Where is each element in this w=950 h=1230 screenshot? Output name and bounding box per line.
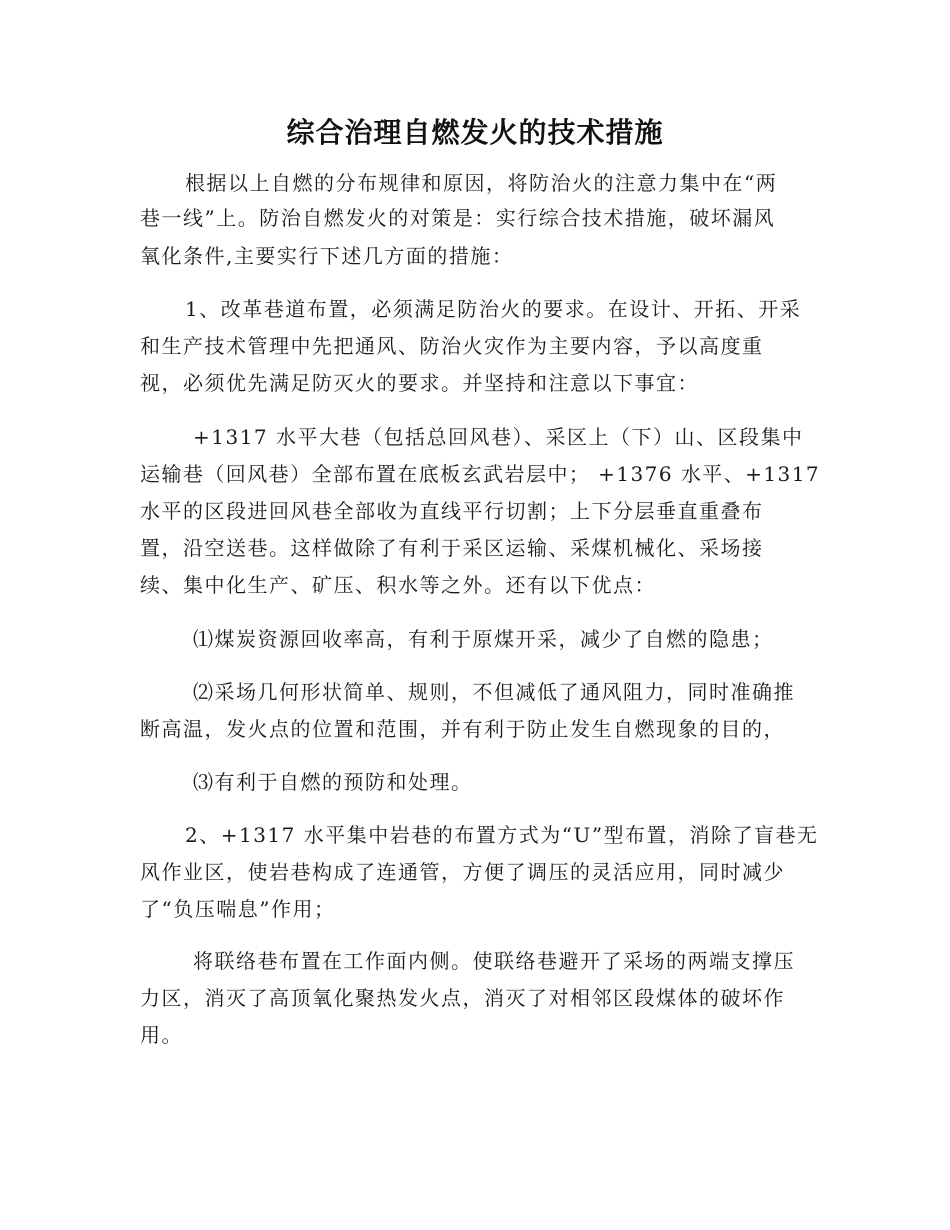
paragraph-8-line-2: 力区，消灭了高顶氧化聚热发火点，消灭了对相邻区段煤体的破坏作 [140, 986, 785, 1010]
paragraph-5-line-2: 断高温，发火点的位置和范围，并有利于防止发生自燃现象的目的， [140, 717, 785, 741]
paragraph-3-line-4: 置，沿空送巷。这样做除了有利于采区运输、采煤机械化、采场接 [140, 536, 764, 560]
paragraph-3-line-5: 续、集中化生产、矿压、积水等之外。还有以下优点： [140, 573, 656, 597]
paragraph-1-line-2: 巷一线”上。防治自燃发火的对策是：实行综合技术措施，破坏漏风 [140, 206, 776, 230]
paragraph-3-line-3: 水平的区段进回风巷全部收为直线平行切割；上下分层垂直重叠布 [140, 499, 764, 523]
paragraph-3-line-1: +1317 水平大巷（包括总回风巷）、采区上（下）山、区段集中 [193, 425, 804, 449]
paragraph-8-line-3: 用。 [140, 1023, 183, 1047]
paragraph-6-line-1: ⑶有利于自燃的预防和处理。 [193, 770, 473, 794]
paragraph-3-line-2: 运输巷（回风巷）全部布置在底板玄武岩层中； +1376 水平、+1317 [140, 462, 821, 486]
paragraph-1-line-3: 氧化条件,主要实行下述几方面的措施： [140, 244, 514, 268]
paragraph-1-line-1: 根据以上自燃的分布规律和原因，将防治火的注意力集中在“两 [185, 171, 778, 195]
paragraph-4-line-1: ⑴煤炭资源回收率高，有利于原煤开采，减少了自燃的隐患； [193, 627, 774, 651]
document-title: 综合治理自燃发火的技术措施 [286, 116, 664, 149]
paragraph-7-line-3: 了“负压喘息”作用； [140, 897, 336, 921]
paragraph-7-line-1: 2、+1317 水平集中岩巷的布置方式为“U”型布置，消除了盲巷无 [185, 823, 819, 847]
paragraph-8-line-1: 将联络巷布置在工作面内侧。使联络巷避开了采场的两端支撑压 [193, 949, 795, 973]
paragraph-5-line-1: ⑵采场几何形状简单、规则，不但减低了通风阻力，同时准确推 [193, 680, 795, 704]
paragraph-2-line-3: 视，必须优先满足防灭火的要求。并坚持和注意以下事宜： [140, 371, 699, 395]
paragraph-7-line-2: 风作业区，使岩巷构成了连通管，方便了调压的灵活应用，同时减少 [140, 860, 785, 884]
paragraph-2-line-2: 和生产技术管理中先把通风、防治火灾作为主要内容，予以高度重 [140, 334, 764, 358]
paragraph-2-line-1: 1、改革巷道布置，必须满足防治火的要求。在设计、开拓、开采 [185, 297, 802, 321]
